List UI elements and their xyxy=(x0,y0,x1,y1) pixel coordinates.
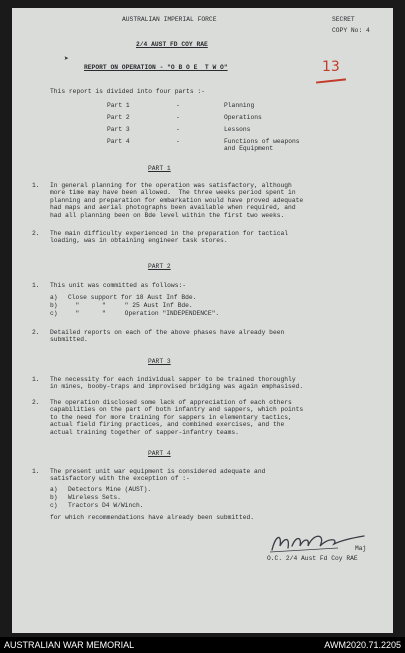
part4-item-text: Tractors D4 W/Winch. xyxy=(68,502,144,509)
part1-para2-text: The main difficulty experienced in the preparation for tactical loading, was in obtaining engineer task stores. xyxy=(50,230,289,245)
part-index-title: Planning xyxy=(224,102,255,109)
part-index-title: Lessons xyxy=(224,126,251,133)
part2-item-text: " " " 25 Aust Inf Bde. xyxy=(68,302,193,309)
part2-item-text: " " Operation "INDEPENDENCE". xyxy=(68,310,220,317)
part-index-title: Operations xyxy=(224,114,262,121)
part3-para2-number: 2. xyxy=(32,399,40,406)
part4-item-letter: a) xyxy=(50,486,58,493)
classification-label: SECRET xyxy=(332,16,355,23)
signature-title: O.C. 2/4 Aust Fd Coy RAE xyxy=(267,555,358,562)
arrow-mark: ➤ xyxy=(64,55,69,64)
part-index-dash: - xyxy=(176,138,180,145)
part4-item-letter: c) xyxy=(50,502,58,509)
part2-para2-number: 2. xyxy=(32,329,40,336)
part4-para1-number: 1. xyxy=(32,468,40,475)
archive-reference: AWM2020.71.2205 xyxy=(324,640,401,650)
part2-item-letter: c) xyxy=(50,310,58,317)
part-index-dash: - xyxy=(176,102,180,109)
part-index-label: Part 3 xyxy=(107,126,130,133)
part2-item-letter: a) xyxy=(50,294,58,301)
copy-number: COPY No: 4 xyxy=(332,27,370,34)
force-heading: AUSTRALIAN IMPERIAL FORCE xyxy=(122,16,217,23)
part1-para1-number: 1. xyxy=(32,182,40,189)
handwritten-signature xyxy=(268,528,368,556)
part4-item-text: Detectors Mine (AUST). xyxy=(68,486,152,493)
part2-item-letter: b) xyxy=(50,302,58,309)
part-index-dash: - xyxy=(176,114,180,121)
document-page xyxy=(12,8,393,633)
report-title: REPORT ON OPERATION - "O B O E T W O" xyxy=(84,64,228,71)
handwritten-underline xyxy=(316,78,346,83)
part-index-title: Functions of weapons and Equipment xyxy=(224,138,300,153)
part-index-dash: - xyxy=(176,126,180,133)
part2-heading: PART 2 xyxy=(148,263,171,270)
part1-para1-text: In general planning for the operation was satisfactory, although more time may have been allowed. The three weeks period spent in planning and preparation for embarkation would have proved adequate had maps and aerial photographs been available when required, and had all planning been on Bde level within the first two weeks. xyxy=(50,182,304,219)
part-index-label: Part 1 xyxy=(107,102,130,109)
part3-para1-text: The necessity for each individual sapper to be trained thoroughly in mines, booby-traps and improvised bridging was again emphasised. xyxy=(50,376,304,391)
unit-heading: 2/4 AUST FD COY RAE xyxy=(136,41,208,48)
part2-para1-text: This unit was committed as follows:- xyxy=(50,282,187,289)
part4-item-text: Wireless Sets. xyxy=(68,494,121,501)
part2-item-text: Close support for 18 Aust Inf Bde. xyxy=(68,294,197,301)
intro-text: This report is divided into four parts :- xyxy=(50,88,205,95)
part1-para2-number: 2. xyxy=(32,230,40,237)
handwritten-page-number: 13 xyxy=(322,59,340,75)
part3-para1-number: 1. xyxy=(32,376,40,383)
part4-para1-text: The present unit war equipment is considered adequate and satisfactory with the exception of :- xyxy=(50,468,266,483)
part2-para1-number: 1. xyxy=(32,282,40,289)
part-index-label: Part 4 xyxy=(107,138,130,145)
part1-heading: PART 1 xyxy=(148,165,171,172)
part3-para2-text: The operation disclosed some lack of appreciation of each others capabilities on the part of both infantry and sappers, which points to the need for more training for sappers in elementary tactics, actual field firing practices, and combined exercises, and the actual training together of sapper-infantry teams. xyxy=(50,399,304,436)
part2-para2-text: Detailed reports on each of the above phases have already been submitted. xyxy=(50,329,285,344)
archive-footer xyxy=(0,637,405,653)
signature-rank: Maj xyxy=(355,545,367,552)
part4-closing-text: for which recommendations have already been submitted. xyxy=(50,514,255,521)
part4-heading: PART 4 xyxy=(148,450,171,457)
part-index-label: Part 2 xyxy=(107,114,130,121)
part3-heading: PART 3 xyxy=(148,358,171,365)
part4-item-letter: b) xyxy=(50,494,58,501)
archive-name: AUSTRALIAN WAR MEMORIAL xyxy=(4,640,135,650)
